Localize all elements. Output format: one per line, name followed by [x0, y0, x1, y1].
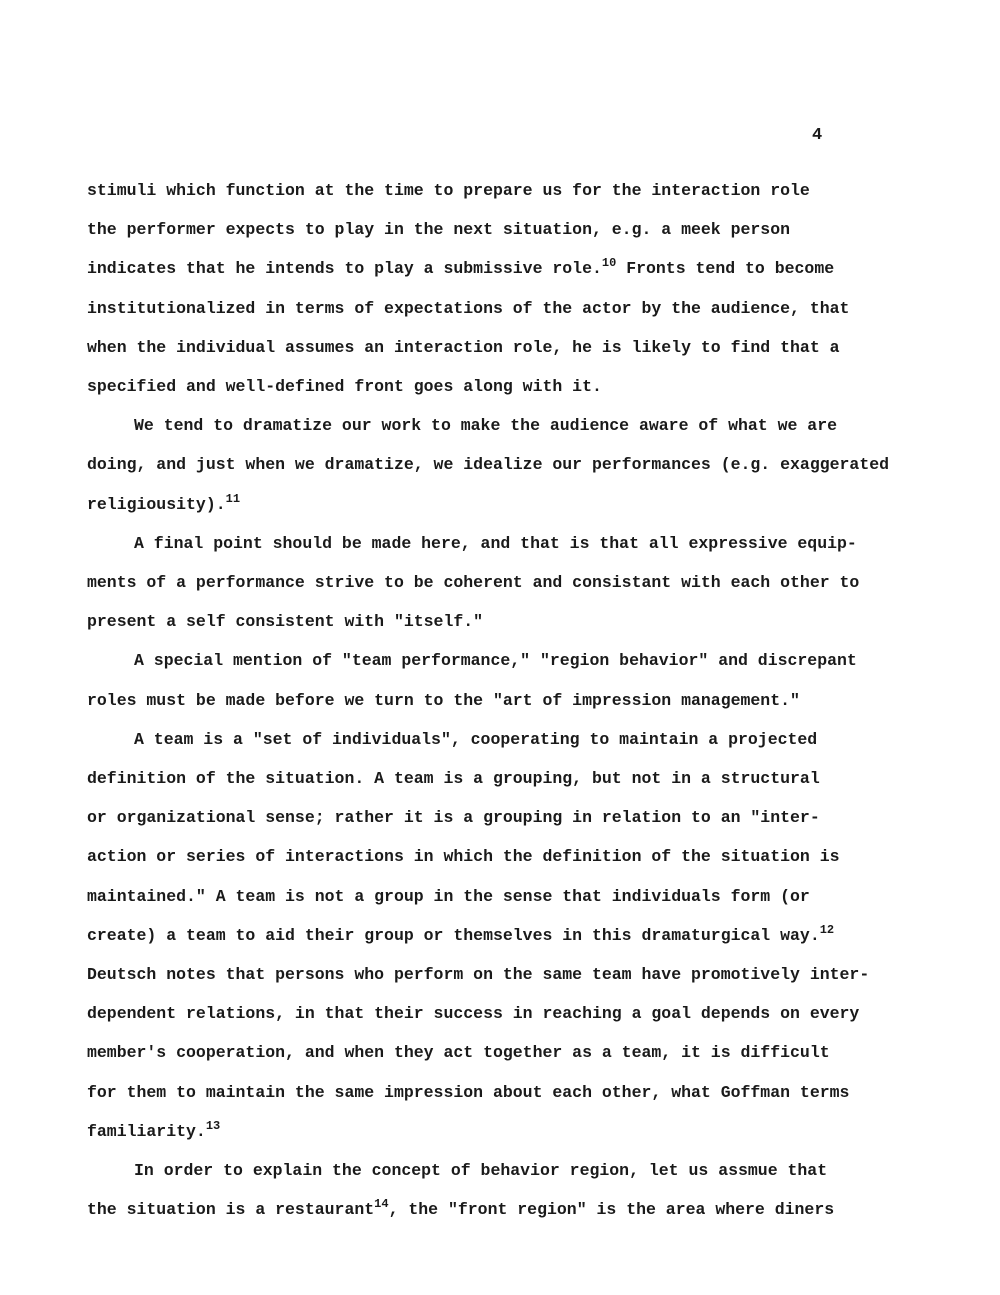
text-segment: present a self consistent with "itself." — [87, 612, 484, 632]
text-line — [87, 847, 840, 867]
text-line — [87, 808, 820, 828]
text-line — [87, 691, 800, 711]
text-segment: definition of the situation. A team is a grouping, but not in a structural — [87, 769, 820, 788]
text-segment: In order to explain the concept of behavior region, let us assmue that — [134, 1161, 828, 1180]
text-segment: Deutsch notes that persons who perform on the same team have promotively inter- — [87, 965, 870, 984]
page-number: 4 — [812, 126, 823, 145]
text-line — [87, 491, 241, 515]
text-line — [87, 922, 835, 946]
text-segment: or organizational sense; rather it is a grouping in relation to an "inter- — [87, 808, 820, 828]
text-segment: maintained." A team is not a group in the sense that individuals form (or — [87, 886, 810, 906]
footnote-ref: 13 — [205, 1118, 221, 1133]
text-line — [87, 887, 810, 907]
text-segment: indicates that he intends to play a submissive role. — [87, 259, 602, 279]
text-segment: ments of a performance strive to be coherent and consistant with each other to — [87, 573, 860, 592]
text-segment: doing, and just when we dramatize, we idealize our performances (e.g. exaggerated — [87, 455, 890, 475]
text-line — [87, 455, 889, 475]
text-segment: A team is a "set of individuals", cooperating to maintain a projected — [134, 729, 818, 749]
text-line — [87, 1004, 859, 1024]
text-segment: familiarity. — [87, 1121, 206, 1141]
footnote-ref: 10 — [601, 256, 617, 271]
text-line — [87, 1043, 830, 1063]
text-segment: for them to maintain the same impression about each other, what Goffman terms — [87, 1082, 850, 1102]
text-segment: create) a team to aid their group or themselves in this dramaturgical way. — [87, 925, 820, 945]
text-line — [134, 534, 857, 554]
text-segment: We tend to dramatize our work to make the audience aware of what we are — [134, 416, 838, 436]
text-line — [87, 256, 835, 279]
text-line — [87, 181, 810, 201]
text-line — [134, 651, 857, 671]
footnote-ref: 14 — [374, 1197, 389, 1212]
text-segment: when the individual assumes an interaction role, he is likely to find that a — [87, 337, 840, 357]
text-segment: roles must be made before we turn to the "art of impression management." — [87, 690, 800, 710]
text-segment: A special mention of "team performance," "region behavior" and discrepant — [134, 651, 857, 671]
text-line — [87, 769, 820, 789]
text-segment: the situation is a restaurant — [87, 1200, 375, 1220]
text-line — [87, 1118, 221, 1142]
text-line — [87, 377, 602, 397]
text-segment: member's cooperation, and when they act together as a team, it is difficult — [87, 1043, 830, 1063]
text-segment: specified and well-defined front goes along with it. — [87, 377, 602, 396]
text-segment: religiousity). — [87, 494, 226, 514]
text-line — [87, 573, 859, 593]
text-line — [87, 338, 840, 358]
text-line — [87, 965, 869, 985]
text-segment: stimuli which function at the time to prepare us for the interaction role — [87, 181, 810, 200]
text-segment: Fronts tend to become — [616, 259, 835, 279]
text-segment: institutionalized in terms of expectations of the actor by the audience, that — [87, 298, 850, 318]
footnote-ref: 11 — [225, 491, 241, 506]
text-line — [87, 1083, 849, 1103]
text-line — [87, 299, 849, 319]
text-line — [87, 220, 790, 240]
text-segment: , the "front region" is the area where diners — [388, 1200, 835, 1220]
text-segment: the performer expects to play in the next situation, e.g. a meek person — [87, 220, 791, 240]
text-line — [87, 612, 483, 632]
text-line — [134, 1161, 827, 1181]
text-line — [134, 730, 817, 750]
footnote-ref: 12 — [819, 922, 835, 937]
text-segment: A final point should be made here, and that is that all expressive equip- — [134, 533, 857, 553]
text-line — [87, 1197, 835, 1220]
text-segment: dependent relations, in that their success in reaching a goal depends on every — [87, 1004, 860, 1024]
text-segment: action or series of interactions in which the definition of the situation is — [87, 847, 840, 867]
text-line — [134, 416, 837, 436]
